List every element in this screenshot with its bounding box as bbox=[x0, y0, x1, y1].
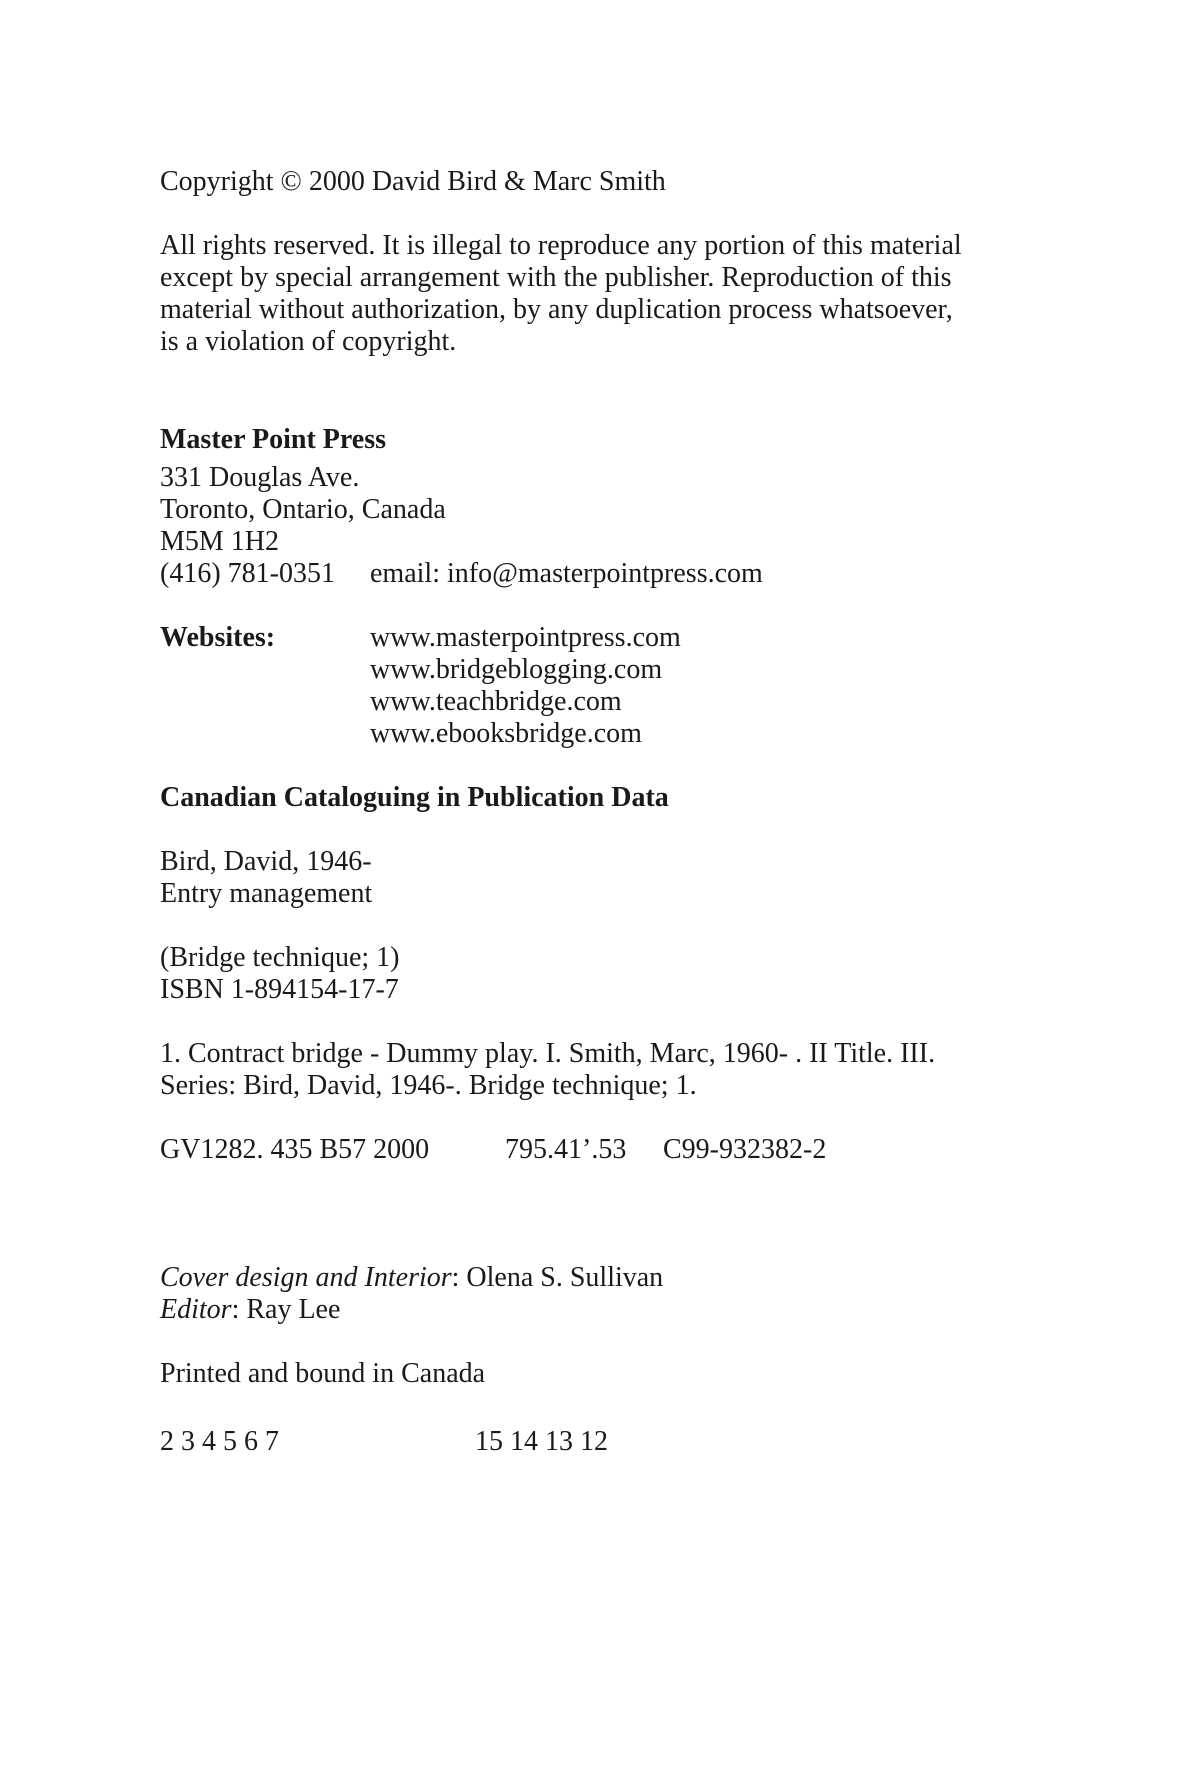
cip-subject-line-1: 1. Contract bridge - Dummy play. I. Smith, Marc, 1960- . II Title. III. bbox=[160, 1038, 936, 1069]
publisher-email: email: info@masterpointpress.com bbox=[370, 558, 763, 589]
cip-title: Entry management bbox=[160, 878, 373, 909]
rights-line-1: All rights reserved. It is illegal to reproduce any portion of this material bbox=[160, 230, 962, 261]
rights-line-2: except by special arrangement with the publisher. Reproduction of this bbox=[160, 262, 952, 293]
design-credit bbox=[160, 1262, 663, 1294]
cip-author: Bird, David, 1946- bbox=[160, 846, 372, 877]
editor-credit bbox=[160, 1294, 340, 1326]
cip-subject-line-2: Series: Bird, David, 1946-. Bridge technique; 1. bbox=[160, 1070, 697, 1101]
websites-label: Websites: bbox=[160, 622, 276, 653]
publisher-phone: (416) 781-0351 bbox=[160, 558, 335, 589]
cip-control-number: C99-932382-2 bbox=[663, 1134, 827, 1165]
cip-isbn: ISBN 1-894154-17-7 bbox=[160, 974, 399, 1005]
publisher-name: Master Point Press bbox=[160, 424, 387, 455]
publisher-city: Toronto, Ontario, Canada bbox=[160, 494, 446, 525]
website-link: www.ebooksbridge.com bbox=[370, 718, 642, 749]
publisher-postal-code: M5M 1H2 bbox=[160, 526, 280, 557]
design-credit-value: : Olena S. Sullivan bbox=[451, 1262, 664, 1293]
cip-dewey-number: 795.41’.53 bbox=[505, 1134, 627, 1165]
website-link: www.bridgeblogging.com bbox=[370, 654, 663, 685]
cip-heading: Canadian Cataloguing in Publication Data bbox=[160, 782, 669, 813]
cip-series: (Bridge technique; 1) bbox=[160, 942, 400, 973]
copyright-notice: Copyright © 2000 David Bird & Marc Smith bbox=[160, 166, 666, 197]
cip-lc-classification: GV1282. 435 B57 2000 bbox=[160, 1134, 430, 1165]
rights-line-3: material without authorization, by any duplication process whatsoever, bbox=[160, 294, 953, 325]
design-credit-label: Cover design and Interior bbox=[160, 1262, 452, 1293]
website-link: www.masterpointpress.com bbox=[370, 622, 681, 653]
print-line-years: 15 14 13 12 bbox=[475, 1426, 608, 1457]
website-link: www.teachbridge.com bbox=[370, 686, 622, 717]
rights-line-4: is a violation of copyright. bbox=[160, 326, 457, 357]
publisher-street: 331 Douglas Ave. bbox=[160, 462, 360, 493]
editor-credit-label: Editor bbox=[160, 1294, 232, 1325]
print-line-impressions: 2 3 4 5 6 7 bbox=[160, 1426, 279, 1457]
editor-credit-value: : Ray Lee bbox=[231, 1294, 341, 1325]
copyright-page bbox=[160, 0, 1060, 1786]
printed-statement: Printed and bound in Canada bbox=[160, 1358, 486, 1389]
